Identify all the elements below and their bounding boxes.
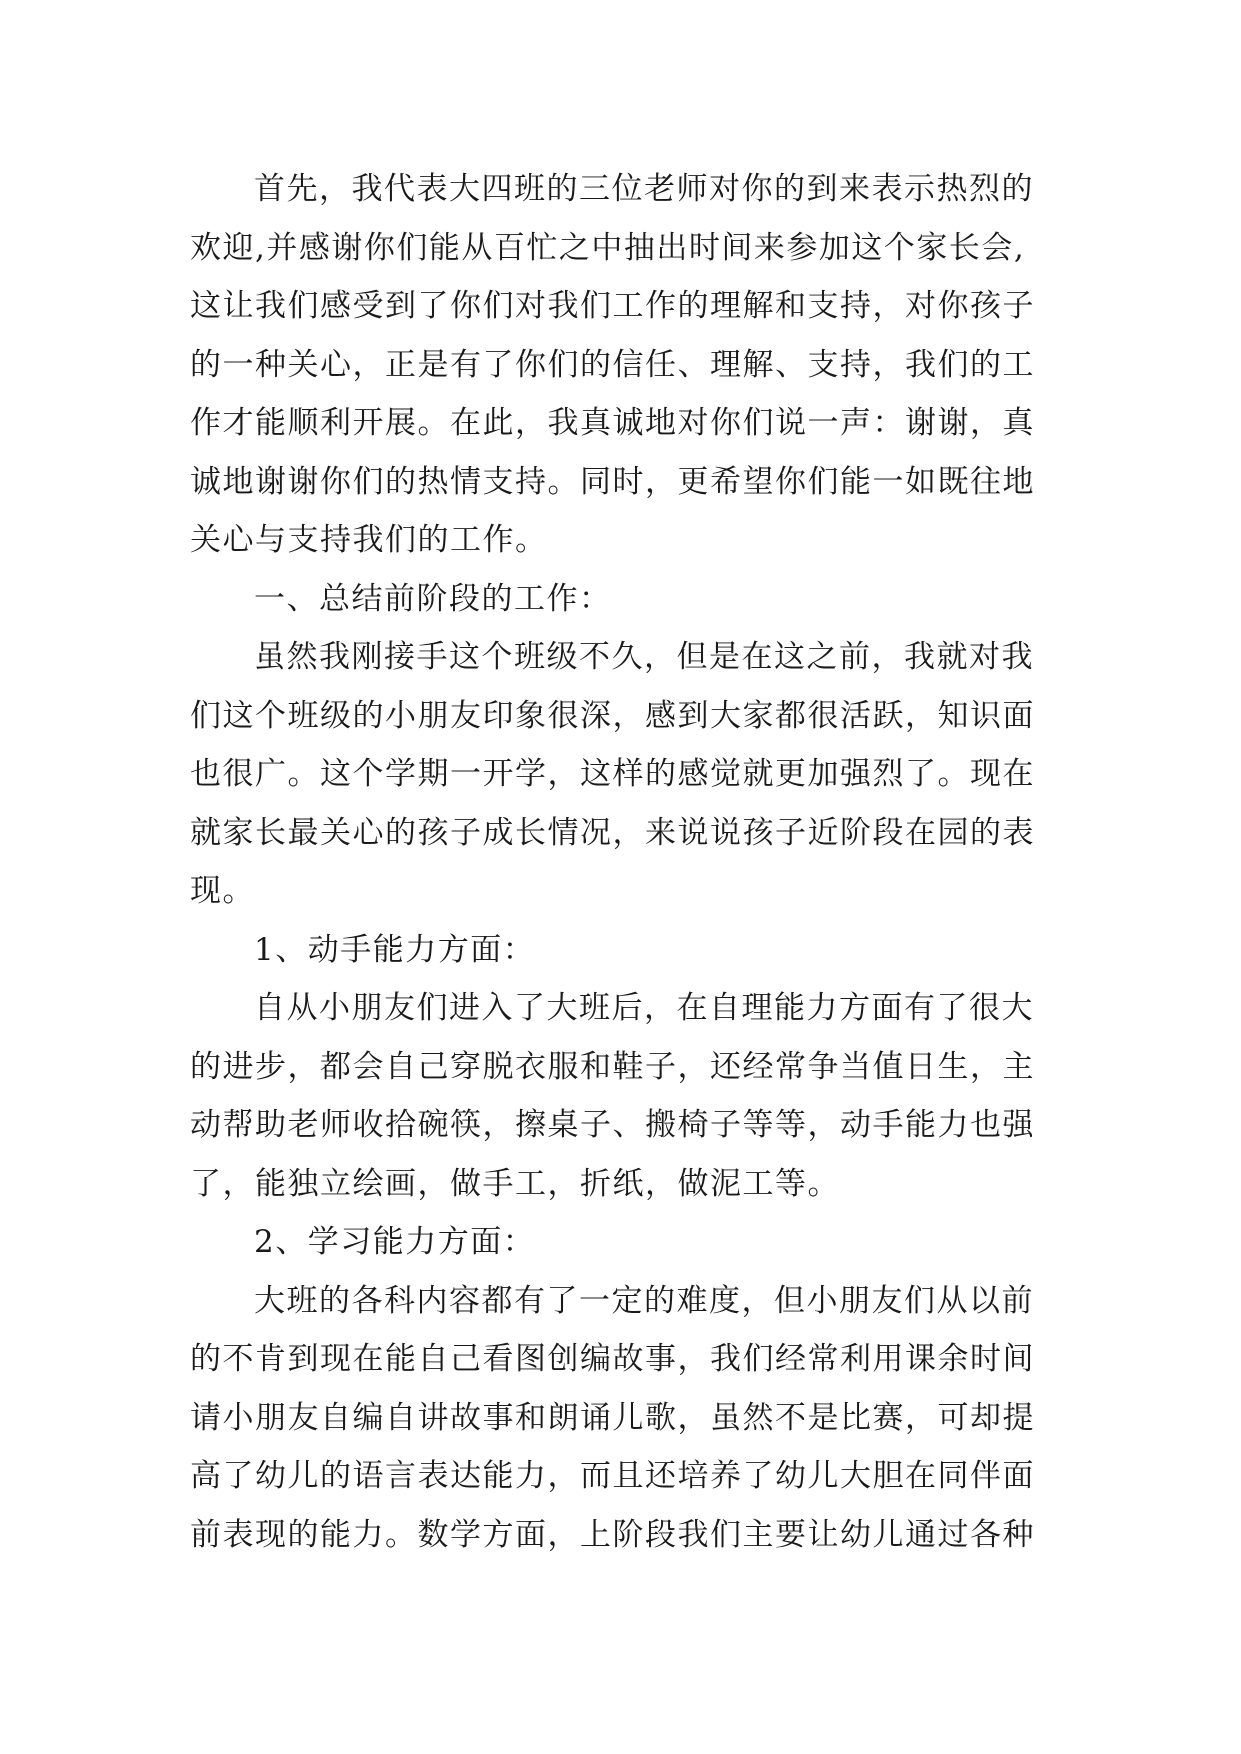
paragraph-line: 诚地谢谢你们的热情支持。同时，更希望你们能一如既往地 (190, 463, 1035, 500)
paragraph-line: 的一种关心，正是有了你们的信任、理解、支持，我们的工 (190, 346, 1035, 383)
paragraph-line: 的不肯到现在能自己看图创编故事，我们经常利用课余时间 (190, 1341, 1035, 1377)
paragraph-line: 这让我们感受到了你们对我们工作的理解和支持，对你孩子 (190, 288, 1035, 324)
paragraph-line: 自从小朋友们进入了大班后，在自理能力方面有了很大 (254, 990, 1034, 1026)
paragraph-line: 了，能独立绘画，做手工，折纸，做泥工等。 (190, 1165, 840, 1202)
document-body (190, 160, 1090, 1564)
paragraph-line: 虽然我刚接手这个班级不久，但是在这之前，我就对我 (254, 639, 1034, 675)
paragraph-line: 现。 (190, 873, 255, 909)
paragraph-line: 作才能顺利开展。在此，我真诚地对你们说一声：谢谢，真 (190, 405, 1035, 441)
paragraph-line: 请小朋友自编自讲故事和朗诵儿歌，虽然不是比赛，可却提 (190, 1399, 1035, 1436)
paragraph-line: 动帮助老师收拾碗筷，擦桌子、搬椅子等等，动手能力也强 (190, 1107, 1035, 1143)
paragraph-line: 关心与支持我们的工作。 (190, 522, 548, 558)
paragraph-line: 欢迎,并感谢你们能从百忙之中抽出时间来参加这个家长会, (190, 229, 1026, 266)
paragraph-line: 前表现的能力。数学方面，上阶段我们主要让幼儿通过各种 (190, 1516, 1035, 1553)
subsection-heading: 2、学习能力方面： (254, 1224, 536, 1260)
paragraph-line: 大班的各科内容都有了一定的难度，但小朋友们从以前 (254, 1282, 1034, 1319)
paragraph-line: 就家长最关心的孩子成长情况，来说说孩子近阶段在园的表 (190, 814, 1035, 851)
paragraph-line: 的进步，都会自己穿脱衣服和鞋子，还经常争当值日生，主 (190, 1048, 1035, 1085)
subsection-heading: 1、动手能力方面： (254, 931, 536, 968)
paragraph-line: 也很广。这个学期一开学，这样的感觉就更加强烈了。现在 (190, 756, 1035, 792)
paragraph-line: 高了幼儿的语言表达能力，而且还培养了幼儿大胆在同伴面 (190, 1458, 1035, 1494)
paragraph-line: 们这个班级的小朋友印象很深，感到大家都很活跃，知识面 (190, 697, 1035, 734)
paragraph-line: 首先，我代表大四班的三位老师对你的到来表示热烈的 (254, 171, 1034, 207)
section-heading: 一、总结前阶段的工作： (254, 580, 612, 617)
